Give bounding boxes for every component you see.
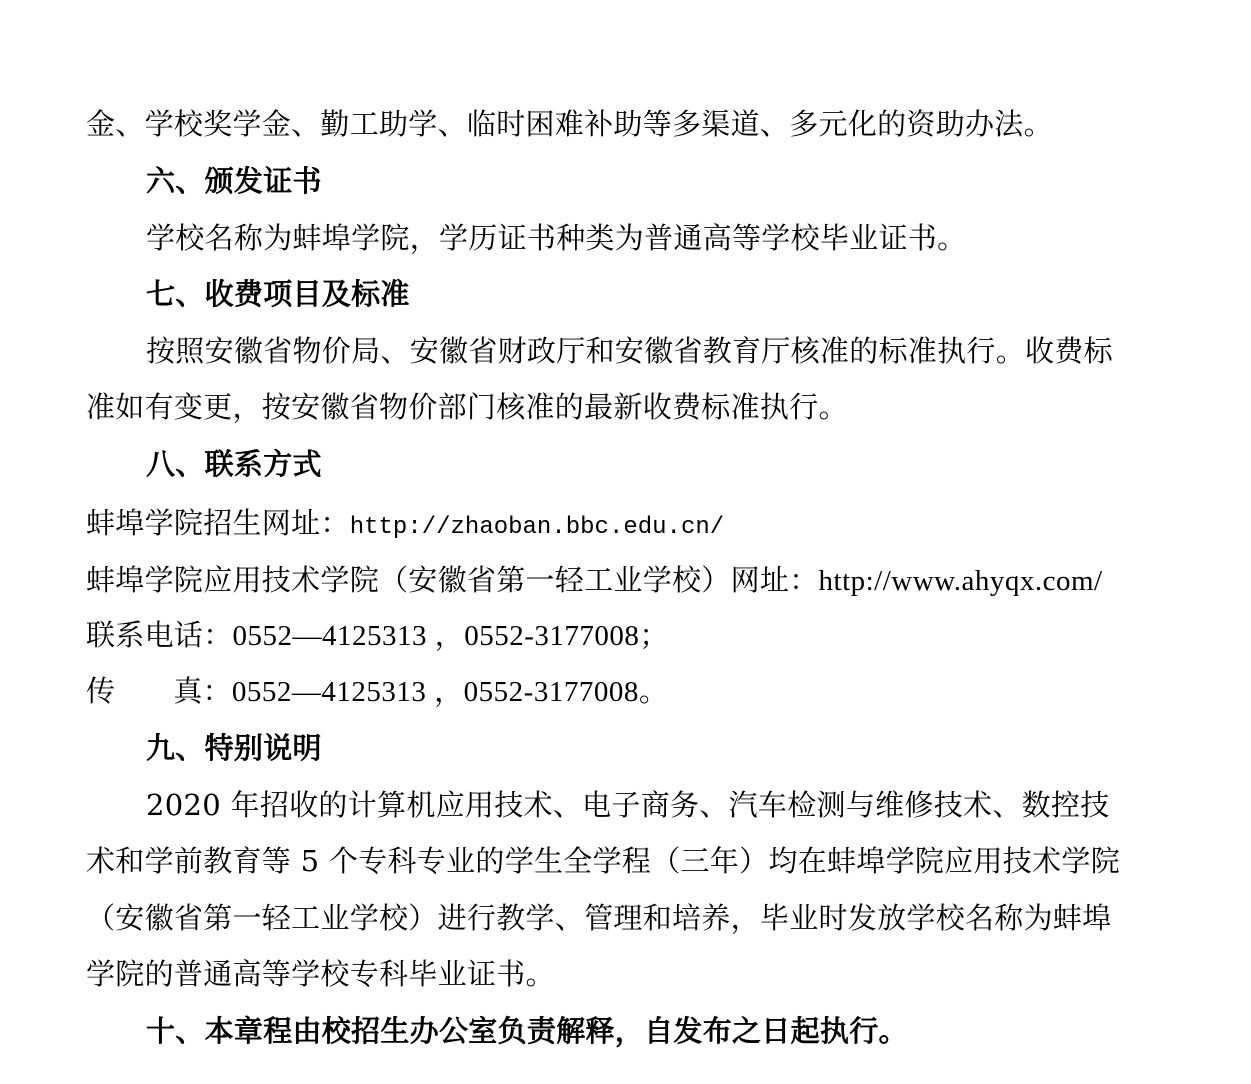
paragraph-line-funding: 金、学校奖学金、勤工助学、临时困难补助等多渠道、多元化的资助办法。 <box>86 107 1053 141</box>
phone-value: 0552—4125313 ，0552-3177008； <box>232 620 669 652</box>
paragraph-notes-line-1: 2020 年招收的计算机应用技术、电子商务、汽车检测与维修技术、数控技 <box>146 788 1110 822</box>
paragraph-fees-line-1: 按照安徽省物价局、安徽省财政厅和安徽省教育厅核准的标准执行。收费标 <box>146 334 1113 368</box>
contact-fax <box>86 671 668 712</box>
fax-label-a: 传 <box>86 674 116 708</box>
section-heading-interpretation: 十、本章程由校招生办公室负责解释，自发布之日起执行。 <box>146 1014 908 1048</box>
phone-label: 联系电话： <box>86 618 233 652</box>
paragraph-notes-line-4: 学院的普通高等学校专科毕业证书。 <box>86 957 555 991</box>
website-2-link[interactable]: http://www.ahyqx.com/ <box>818 565 1103 597</box>
website-1-link[interactable]: http://zhaoban.bbc.edu.cn/ <box>349 514 725 541</box>
fax-value: 0552—4125313 ，0552-3177008。 <box>231 676 669 708</box>
website-2-label: 蚌埠学院应用技术学院（安徽省第一轻工业学校）网址： <box>86 563 819 597</box>
contact-phone <box>86 615 669 656</box>
section-heading-certificate: 六、颁发证书 <box>146 164 322 198</box>
website-1-label: 蚌埠学院招生网址： <box>86 506 350 540</box>
paragraph-certificate: 学校名称为蚌埠学院，学历证书种类为普通高等学校毕业证书。 <box>146 221 967 255</box>
section-heading-notes: 九、特别说明 <box>146 731 322 765</box>
paragraph-fees-line-2: 准如有变更，按安徽省物价部门核准的最新收费标准执行。 <box>86 390 848 424</box>
contact-website-1 <box>86 503 724 548</box>
section-heading-fees: 七、收费项目及标准 <box>146 277 410 311</box>
fax-label-b: 真： <box>173 674 232 708</box>
contact-website-2 <box>86 560 1103 601</box>
paragraph-notes-line-3: （安徽省第一轻工业学校）进行教学、管理和培养，毕业时发放学校名称为蚌埠 <box>86 901 1112 935</box>
section-heading-contact: 八、联系方式 <box>146 447 322 481</box>
paragraph-notes-line-2: 术和学前教育等 5 个专科专业的学生全学程（三年）均在蚌埠学院应用技术学院 <box>86 844 1120 878</box>
